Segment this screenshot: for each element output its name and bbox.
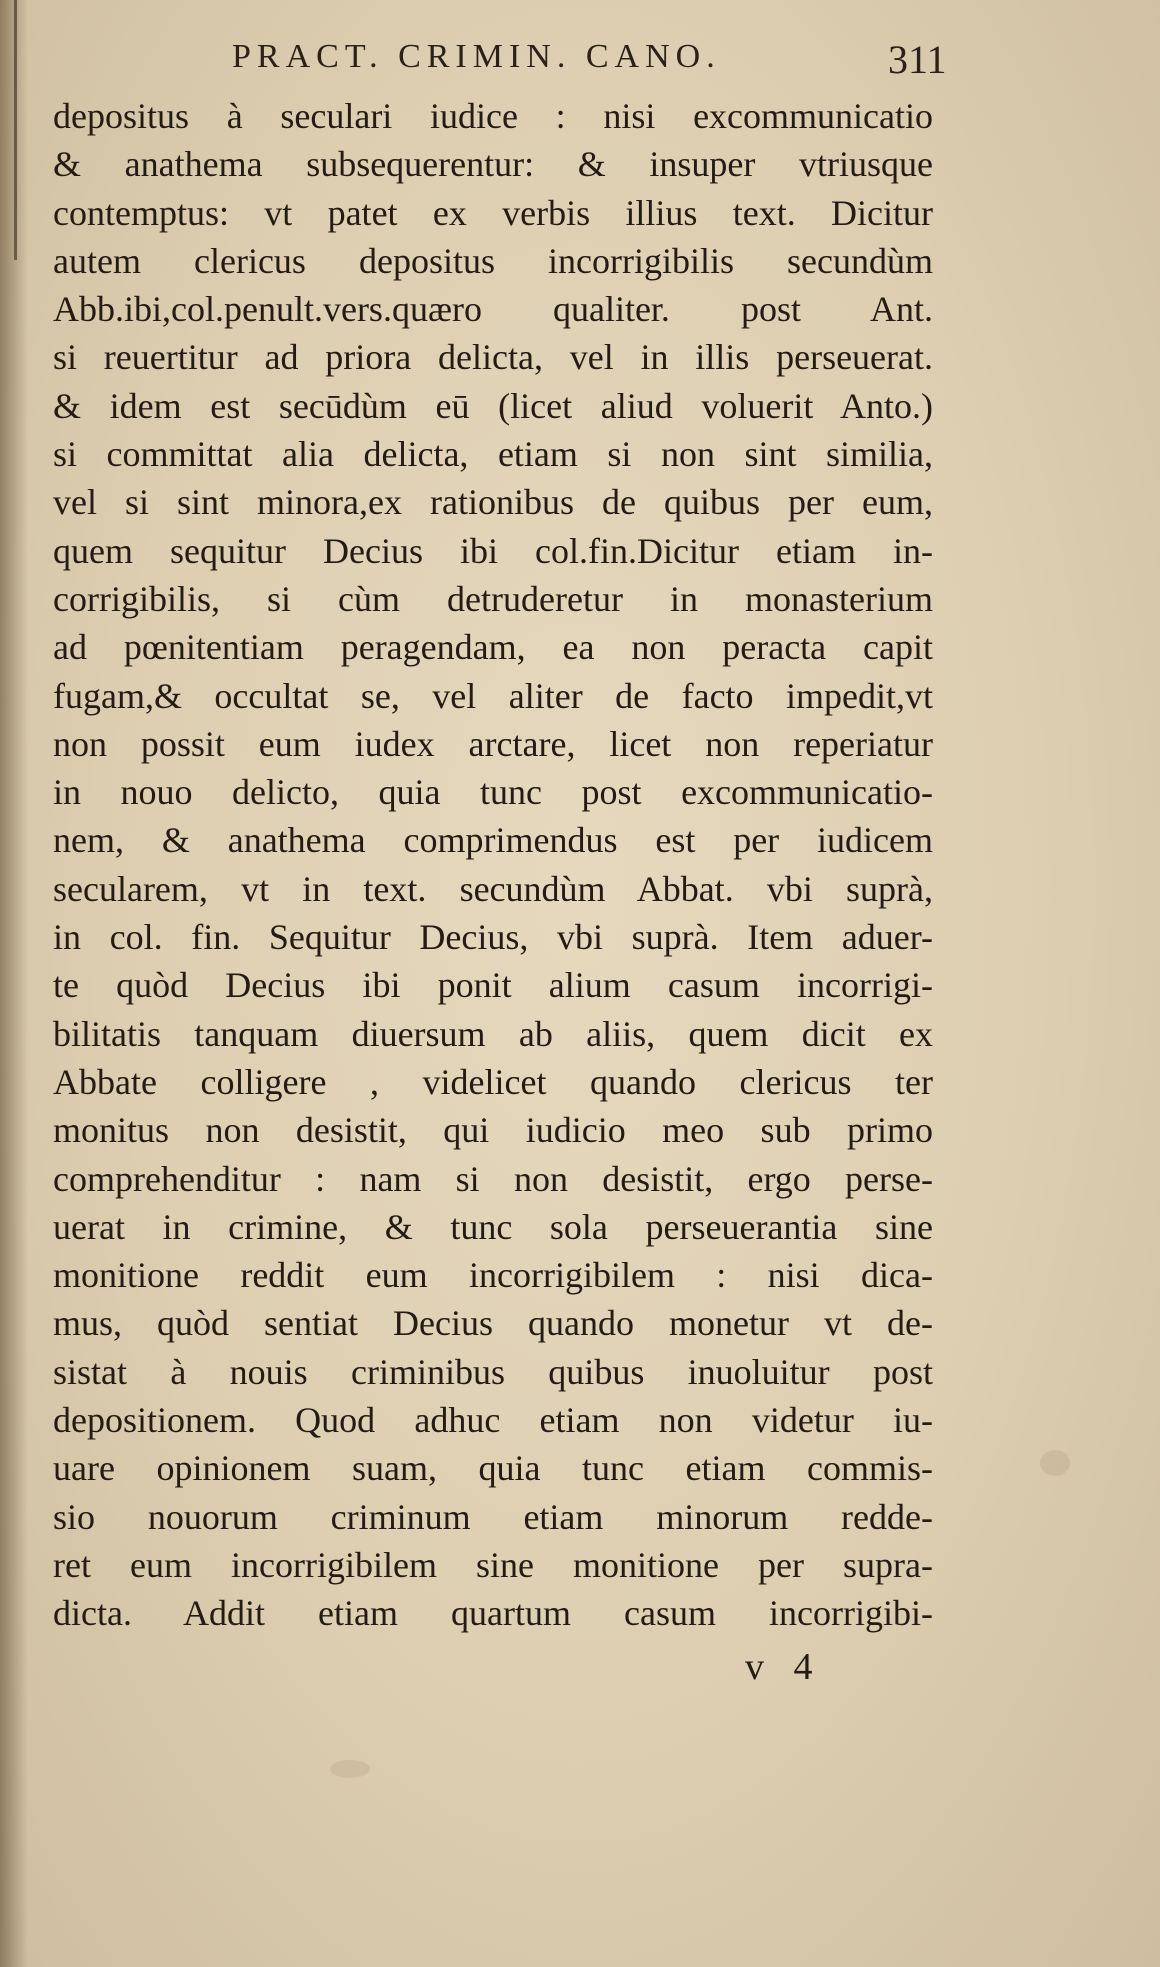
text-line: quem sequitur Decius ibi col.fin.Dicitur etiam in- <box>53 530 933 571</box>
text-line: corrigibilis, si cùm detruderetur in monasterium <box>53 578 933 619</box>
text-line: bilitatis tanquam diuersum ab aliis, quem dicit ex <box>53 1013 933 1054</box>
text-line: nem, & anathema comprimendus est per iudicem <box>53 820 933 861</box>
text-line: te quòd Decius ibi ponit alium casum incorrigi- <box>53 965 933 1006</box>
text-line: sio nouorum criminum etiam minorum redde- <box>53 1496 933 1537</box>
text-line: contemptus: vt patet ex verbis illius text. Dicitur <box>53 192 933 233</box>
text-line: ad pœnitentiam peragendam, ea non peracta capit <box>53 627 933 668</box>
text-line: & idem est secūdùm eū (licet aliud voluerit Anto.) <box>53 385 933 426</box>
text-line: si committat alia delicta, etiam si non sint similia, <box>53 434 933 475</box>
text-line: dicta. Addit etiam quartum casum incorrigibi- <box>53 1593 933 1634</box>
text-line: Abb.ibi,col.penult.vers.quæro qualiter. post Ant. <box>53 289 933 330</box>
text-line: vel si sint minora,ex rationibus de quibus per eum, <box>53 482 933 523</box>
text-line: depositus à seculari iudice : nisi excommunicatio <box>53 96 933 136</box>
text-line: non possit eum iudex arctare, licet non reperiatur <box>53 723 933 764</box>
text-line: sistat à nouis criminibus quibus inuoluitur post <box>53 1351 933 1392</box>
text-line: uare opinionem suam, quia tunc etiam commis- <box>53 1448 933 1489</box>
page-footer <box>0 1645 1160 1705</box>
text-line: comprehenditur : nam si non desistit, ergo perse- <box>53 1158 933 1199</box>
text-line: Abbate colligere , videlicet quando clericus ter <box>53 1061 933 1102</box>
body-text <box>53 92 933 1638</box>
text-line: secularem, vt in text. secundùm Abbat. vbi suprà, <box>53 868 933 909</box>
running-head: PRACT. CRIMIN. CANO. <box>232 38 721 75</box>
text-line: monitione reddit eum incorrigibilem : nisi dica- <box>53 1255 933 1296</box>
text-line: uerat in crimine, & tunc sola perseuerantia sine <box>53 1206 933 1247</box>
foxing-spot <box>330 1760 370 1778</box>
signature-mark: v 4 <box>745 1646 823 1688</box>
text-line: depositionem. Quod adhuc etiam non videtur iu- <box>53 1400 933 1441</box>
text-line: & anathema subsequerentur: & insuper vtriusque <box>53 144 933 185</box>
text-line: autem clericus depositus incorrigibilis secundùm <box>53 240 933 281</box>
page-header <box>0 38 1160 88</box>
foxing-spot <box>1040 1450 1070 1476</box>
text-line: si reuertitur ad priora delicta, vel in illis perseuerat. <box>53 337 933 378</box>
page-number: 311 <box>888 37 947 82</box>
text-line: mus, quòd sentiat Decius quando monetur vt de- <box>53 1303 933 1344</box>
text-line: in nouo delicto, quia tunc post excommunicatio- <box>53 772 933 813</box>
text-line: fugam,& occultat se, vel aliter de facto impedit,vt <box>53 675 933 716</box>
text-line: monitus non desistit, qui iudicio meo sub primo <box>53 1110 933 1151</box>
text-line: ret eum incorrigibilem sine monitione per supra- <box>53 1544 933 1585</box>
text-line: in col. fin. Sequitur Decius, vbi suprà. Item aduer- <box>53 917 933 958</box>
